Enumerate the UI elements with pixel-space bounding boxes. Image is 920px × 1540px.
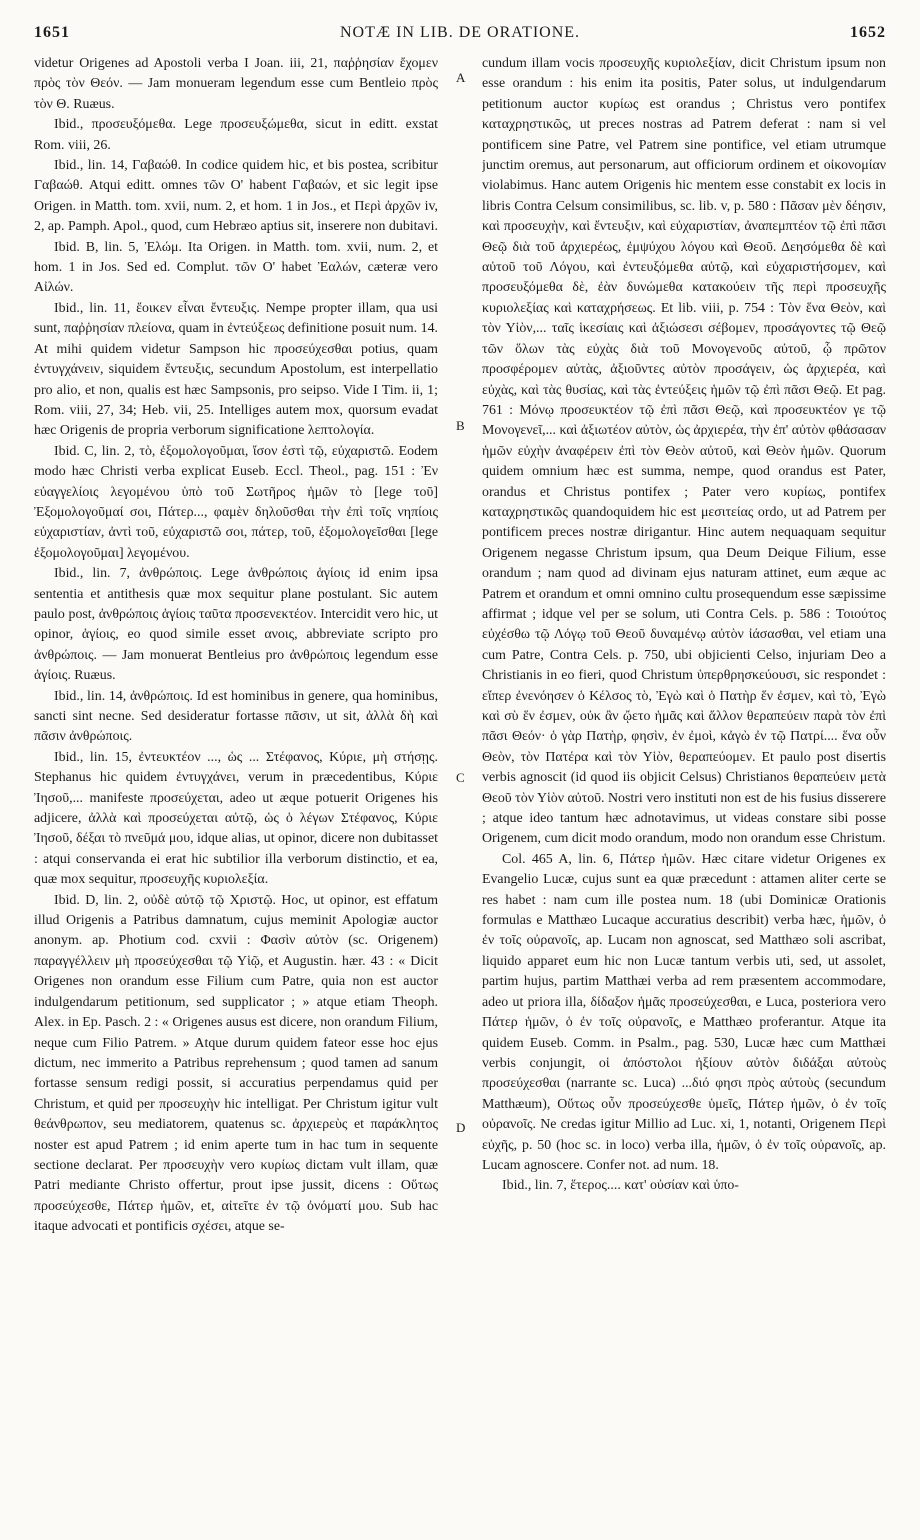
- right-column: [482, 54, 886, 1534]
- note-paragraph: Ibid. B, lin. 5, Ἐλώμ. Ita Origen. in Matth. tom. xvii, num. 2, et hom. 1 in Jos. Sed ed. Complut. τῶν Ο' habet Ἐαλών, cæteræ vero Αἰλών.: [34, 239, 438, 296]
- margin-letter-d: D: [456, 1120, 466, 1135]
- note-paragraph: Ibid., lin. 14, ἀνθρώποις. Id est hominibus in genere, qua hominibus, sancti sint necne. Sed desideratur fortasse πᾶσιν, ut sit, ἀλλὰ δὴ καὶ πᾶσιν ἀνθρώποις.: [34, 688, 438, 745]
- running-title: NOTÆ IN LIB. DE ORATIONE.: [339, 24, 581, 41]
- note-paragraph: Ibid. D, lin. 2, οὐδὲ αὐτῷ τῷ Χριστῷ. Hoc, ut opinor, est effatum illud Origenis a Patribus damnatum, cujus meminit Apologiæ auctor anonym. ap. Photium cod. cxvii : Φασὶν αὐτὸν (sc. Origenem) παραγγέλλειν μὴ προσεύχεσθαι τῷ Υἱῷ, et Augustin. hær. 43 : « Dicit Origenes non orandum esse Filium cum Patre, quia non est auctor indulgendarum petitionum, sed supplicator ; » atque etiam Theoph. Alex. in Ep. Pasch. 2 : « Origenes ausus est dicere, non orandum Filium, neque cum Filio Patrem. » Atque durum quidem fateor esse hoc ejus dictum, nec immerito a Patribus reprehensum ; quod tamen ad sanum fortasse sensum redigi possit, si accuratius perpendamus quid per Christum, et quid per προσευχὴν hic intelligat. Per Christum igitur vult θεάνθρωπον, seu mediatorem, quatenus sc. ἀρχιερεὺς et παράκλητος noster est apud Patrem ; id enim aperte tum in hac tum in sequente sectione declarat. Per προσευχὴν vero κυρίως dictam vult illam, quæ Patri mediante Christo offertur, prout ipse jussit, dicens : Οὕτως προσεύχεσθε, Πάτερ ἡμῶν, et, αἰτεῖτε ἐν τῷ ὀνόματί μου. Sub hac itaque advocati et pontificis σχέσει, atque se-: [34, 892, 438, 1235]
- note-paragraph: Ibid., lin. 14, Γαβαώθ. In codice quidem hic, et bis postea, scribitur Γαβαώθ. Atqui editt. omnes τῶν Ο' habent Γαβαών, et sic legit ipse Origen. in Matth. tom. xvii, num. 2, et hom. 1 in Jos., et Περὶ ἀρχῶν iv, 2, ap. Pamph. Apol., quod, cum Hebræo aptius sit, inserere non dubitavi.: [34, 158, 438, 235]
- note-paragraph: Ibid., lin. 11, ἔοικεν εἶναι ἔντευξις. Nempe propter illam, qua usi sunt, παῤῥησίαν πλείονα, quam in ἐντεύξεως definitione posuit num. 14. At mihi quidem videtur Sampson hic προσεύχεσθαι potius, quam ἐντυγχάνειν, siquidem ἔντευξις, secundum Apostolum, est interpellatio pro alio, et non, qualis est hæc Sampsonis, pro seipso. Vide I Tim. ii, 1; Rom. viii, 27, 34; Heb. vii, 25. Intelliges autem mox, quorsum evadat hæc Origenis de propria verborum significatione λεπτολογία.: [34, 300, 438, 439]
- text-columns: [34, 54, 886, 1534]
- note-paragraph: cundum illam vocis προσευχῆς κυριολεξίαν, dicit Christum ipsum non esse orandum : his enim ita positis, Pater solus, ut indulgendarum petitionum auctor κυρίως est orandus ; Christus vero pontifex καταχρηστικῶς, ut preces nostras ad Patrem deferat : nam si vel pontificem sine Patre, vel Patrem sine pontifice, vel etiam utrumque junctim oremus, aut personarum, aut officiorum ordinem et οἰκονομίαν violabimus. Hanc autem Origenis hic mentem esse constabit ex locis in libris Contra Celsum consimilibus, sc. lib. v, p. 580 : Πᾶσαν μὲν δέησιν, καὶ προσευχὴν, καὶ ἔντευξιν, καὶ εὐχαριστίαν, ἀναπεμπτέον τῷ ἐπὶ πᾶσι Θεῷ διὰ τοῦ ἀρχιερέως, ἐμψύχου λόγου καὶ Θεοῦ. Δεησόμεθα δὲ καὶ αὐτοῦ τοῦ Λόγου, καὶ ἐντευξόμεθα αὐτῷ, καὶ εὐχαριστήσομεν, καὶ προσευξόμεθα δὲ, ἐὰν δυνώμεθα κατακούειν τῆς περὶ προσευχῆς κυριολεξίας καὶ καταχρήσεως. Et lib. viii, p. 754 : Τὸν ἕνα Θεὸν, καὶ τὸν Υἱὸν,... ταῖς ἱκεσίαις καὶ ἀξιώσεσι σέβομεν, προσάγοντες τῷ Θεῷ τῶν ὅλων τὰς εὐχὰς διὰ τοῦ Μονογενοῦς αὐτοῦ, ᾧ πρῶτον προσφέρομεν αὐτὰς, ἀξιοῦντες αὐτὸν προσάγειν, ὡς ἀρχιερέα, καὶ εὐχὰς, καὶ τὰς θυσίας, καὶ τὰς ἐντεύξεις ἡμῶν τῷ ἐπὶ πᾶσι Θεῷ. Et pag. 761 : Μόνῳ προσευκτέον τῷ ἐπὶ πᾶσι Θεῷ, καὶ προσευκτέον γε τῷ Μονογενεῖ,... καὶ ἀξιωτέον αὐτὸν, ὡς ἀρχιερέα, τὴν ἐπ' αὐτὸν φθάσασαν ἡμῶν εὐχὴν ἀναφέρειν ἐπὶ τὸν Θεὸν αὐτοῦ, καὶ Θεὸν ἡμῶν. Quorum quidem omnium hæc est summa, nempe, quod orandus est Pater, orandus et Christus pontifex ; Pater vero κυρίως, pontifex καταχρηστικῶς quandoquidem hic est μεσιτείας ordo, ut ad Patrem per pontificem preces nostræ dirigantur. Hinc autem nequaquam sequitur Origenem negasse Christum ipsum, qua Deum Deique Filium, esse orandum ; nam quod ad divinam ejus naturam attinet, eum æque ac Patrem et orandum et omni omnino cultu prosequendum esse sæpissime affirmat ; idque vel per se solum, uti Contra Cels. p. 586 : Τοιούτος εὐχέσθω τῷ Λόγῳ τοῦ Θεοῦ δυναμένῳ αὐτὸν ἰάσασθαι, vel etiam una cum Patre, Contra Cels. p. 750, ubi objicienti Celso, injuriam Deo a Christianis in eo fieri, quod Christum ὑπερθρησκεύουσι, sic respondet : εἴπερ ἐνενόησεν ὁ Κέλσος τὸ, Ἐγὼ καὶ ὁ Πατὴρ ἕν ἐσμεν, καὶ τὸ, Ἐγὼ καὶ σὺ ἕν ἐσμεν, οὐκ ἂν ᾤετο ἡμᾶς καὶ ἄλλον θεραπεύειν παρὰ τὸν ἐπὶ πᾶσι Θεόν· ὁ γὰρ Πατὴρ, φησὶν, ἐν ἐμοὶ, κἀγὼ ἐν τῷ Πατρί.... ἕνα οὖν Θεὸν, τὸν Πατέρα καὶ τὸν Υἱὸν, θεραπεύομεν. Et paulo post disertis verbis agnoscit (id quod iis objicit Celsus) Christianos θεραπεύειν μετὰ Θεοῦ τὸν Υἱὸν αὐτοῦ. Nostri vero instituti non est de his fusius disserere ; atque ideo tantum hæc adnotavimus, ut videas constare sibi posse Origenem, cum dicit modo orandum, modo non orandum esse Christum.: [482, 56, 886, 847]
- note-paragraph: Ibid., lin. 7, ἀνθρώποις. Lege ἀνθρώποις ἁγίοις id enim ipsa sententia et antithesis quæ mox sequitur plane postulant. Sic autem paulo post, ἀνθρώποις ἁγίοις ταῦτα προσενεκτέον. Intercidit vero hic, ut opinor, ἁγίοις, eo quod simile esset ανοις, abbreviate scripto pro ἀνθρώποις. — Jam monuerat Bentleius pro ἀνθρώποις legendum esse ἁγίοις. Ruæus.: [34, 566, 438, 684]
- note-paragraph: Ibid., lin. 15, ἐντευκτέον ..., ὡς ... Στέφανος, Κύριε, μὴ στήσῃς. Stephanus hic quidem ἐντυγχάνει, verum in præcedentibus, Κύριε Ἰησοῦ,... manifeste προσεύχεται, adeo ut æque potuerit Origenes his adjicere, ἀλλὰ καὶ προσεύχεται αὐτῷ, ὡς ὁ λέγων Στέφανος, Κύριε Ἰησοῦ, δέξαι τὸ πνεῦμά μου, idque alias, ut opinor, dicere non dubitasset : atqui conservanda ei erat hic subtilior illa verborum distinctio, et ea, quæ mox sequitur, προσευχῆς κυριολεξία.: [34, 749, 438, 888]
- margin-letter-a: A: [456, 70, 466, 85]
- note-paragraph: videtur Origenes ad Apostoli verba I Joan. iii, 21, παῤῥησίαν ἔχομεν πρὸς τὸν Θεόν. — Jam monueram legendum esse cum Bentleio πρὸς τὸν Θ. Ruæus.: [34, 56, 438, 112]
- page-header: [34, 24, 886, 42]
- margin-letter-c: C: [456, 770, 465, 785]
- right-page-number: 1652: [850, 24, 886, 41]
- note-paragraph: Ibid. C, lin. 2, τὸ, ἐξομολογοῦμαι, ἴσον ἐστὶ τῷ, εὐχαριστῶ. Eodem modo hæc Christi verba explicat Euseb. Eccl. Theol., pag. 151 : Ἐν εὐαγγελίοις λεγομένου ὑπὸ τοῦ Σωτῆρος ἡμῶν τὸ [lege τοῦ] Ἐξομολογοῦμαί σοι, Πάτερ..., φαμὲν δηλοῦσθαι τὴν ἐπὶ τοῖς νηπίοις εὐχαριστίαν, ἀντὶ τοῦ, εὐχαριστῶ σοι, πάτερ, τοῦ, ἐξομολογεῖσθαι [lege ἐξομολογοῦμαι] λεγομένου.: [34, 443, 438, 561]
- note-paragraph: Ibid., lin. 7, ἕτερος.... κατ' οὐσίαν καὶ ὑπο-: [502, 1178, 739, 1194]
- note-paragraph: Ibid., προσευξόμεθα. Lege προσευξώμεθα, sicut in editt. exstat Rom. viii, 26.: [34, 117, 438, 153]
- note-paragraph: Col. 465 A, lin. 6, Πάτερ ἡμῶν. Hæc citare videtur Origenes ex Evangelio Lucæ, cujus sunt ea quæ præcedunt : attamen aliter certe se res habet : nam cum ille postea num. 18 (ubi Dominicæ Orationis formulas e Matthæo Lucaque accuratius describit) verba hæc, ἡμῶν, ὁ ἐν τοῖς οὐρανοῖς, ap. Lucam non agnoscat, sed Matthæo soli ascribat, liquido apparet eum hic non Lucæ tantum verbis uti, sed, ut assolet, partim hujus, partim Matthæi verba ad rem præsentem accommodare, adeo ut priora illa, δίδαξον ἡμᾶς προσεύχεσθαι, e Luca, posteriora vero Πάτερ ἡμῶν, ὁ ἐν τοῖς οὐρανοῖς, e Matthæo proferantur. Atque ita quidem Euseb. Comm. in Psalm., pag. 530, Lucæ hæc cum Matthæi verbis conjungit, οἱ ἀπόστολοι ἠξίουν αὐτὸν διδάξαι αὐτοὺς προσεύχεσθαι (narrante sc. Luca) ...διό φησι πρὸς αὐτοὺς (secundum Matthæum), Οὕτως οὖν προσεύχεσθε ὑμεῖς, Πάτερ ἡμῶν, ὁ ἐν τοῖς οὐρανοῖς. Ne credas igitur Millio ad Luc. xi, 1, notanti, Origenem Περὶ εὐχῆς, p. 50 (hoc sc. in loco) verba illa, ἡμῶν, ὁ ἐν τοῖς οὐρανοῖς, ap. Lucam agnoscere. Confer not. ad num. 18.: [482, 851, 886, 1173]
- left-page-number: 1651: [34, 24, 70, 41]
- left-column: [34, 54, 438, 1534]
- margin-letter-b: B: [456, 418, 465, 433]
